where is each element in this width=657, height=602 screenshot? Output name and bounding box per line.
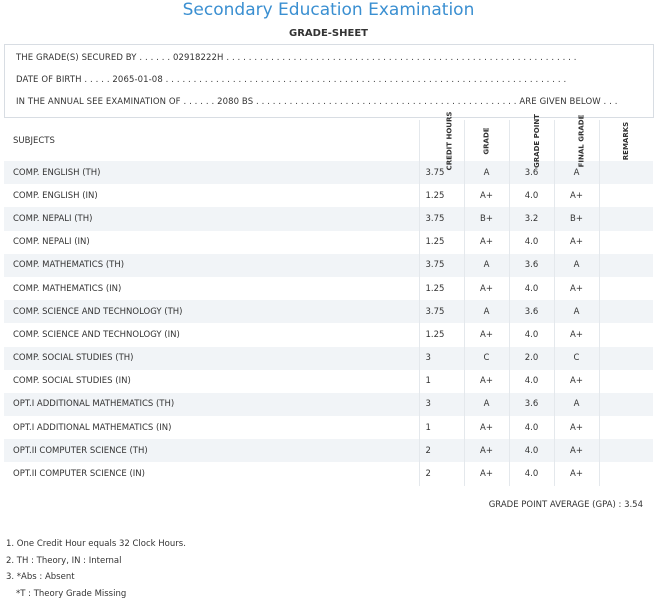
grade-point-cell: 3.2 bbox=[509, 207, 554, 230]
subject-cell: COMP. NEPALI (TH) bbox=[4, 207, 419, 230]
subject-cell: OPT.II COMPUTER SCIENCE (TH) bbox=[4, 439, 419, 462]
table-row bbox=[4, 231, 653, 254]
final-grade-cell: A bbox=[554, 393, 599, 416]
subject-cell: COMP. SCIENCE AND TECHNOLOGY (TH) bbox=[4, 300, 419, 323]
note-item: 3. *Abs : Absent bbox=[6, 569, 186, 586]
subject-cell: OPT.II COMPUTER SCIENCE (IN) bbox=[4, 462, 419, 485]
subject-cell: OPT.I ADDITIONAL MATHEMATICS (TH) bbox=[4, 393, 419, 416]
subject-cell: COMP. SCIENCE AND TECHNOLOGY (IN) bbox=[4, 323, 419, 346]
grade-point-cell: 4.0 bbox=[509, 231, 554, 254]
grade-point-cell: 4.0 bbox=[509, 323, 554, 346]
note-item: 2. TH : Theory, IN : Internal bbox=[6, 553, 186, 570]
table-row bbox=[4, 347, 653, 370]
remarks-cell bbox=[599, 439, 653, 462]
table-row bbox=[4, 277, 653, 300]
remarks-header: REMARKS bbox=[599, 120, 653, 161]
credit-hours-cell: 3.75 bbox=[419, 207, 464, 230]
remarks-cell bbox=[599, 323, 653, 346]
table-row bbox=[4, 184, 653, 207]
credit-hours-cell: 1.25 bbox=[419, 277, 464, 300]
grade-point-header: GRADE POINT bbox=[509, 120, 554, 161]
exam-year-line: IN THE ANNUAL SEE EXAMINATION OF . . . . . . 2080 BS . . . . . . . . . . . . . . . . . . . . . . . . . . . . . . . . . . . . . . . . . . . . . . . ARE GIVEN BELOW . . . bbox=[16, 97, 618, 107]
final-grade-cell: A+ bbox=[554, 277, 599, 300]
date-of-birth-line: DATE OF BIRTH . . . . . 2065-01-08 . . . . . . . . . . . . . . . . . . . . . . . . . . . . . . . . . . . . . . . . . . . . . . . . . . . . . . . . . . . . . . . . . . . . . . . . bbox=[16, 75, 566, 85]
grade-cell: A bbox=[464, 254, 509, 277]
grade-cell: A+ bbox=[464, 370, 509, 393]
subject-cell: COMP. MATHEMATICS (TH) bbox=[4, 254, 419, 277]
note-item: *T : Theory Grade Missing bbox=[6, 586, 186, 602]
grade-cell: A bbox=[464, 161, 509, 184]
credit-hours-cell: 1.25 bbox=[419, 184, 464, 207]
remarks-cell bbox=[599, 370, 653, 393]
remarks-cell bbox=[599, 416, 653, 439]
credit-hours-cell: 2 bbox=[419, 462, 464, 485]
grade-cell: B+ bbox=[464, 207, 509, 230]
grade-table-container bbox=[4, 120, 653, 486]
final-grade-cell: A bbox=[554, 300, 599, 323]
credit-hours-cell: 3.75 bbox=[419, 161, 464, 184]
gpa-value: GRADE POINT AVERAGE (GPA) : 3.54 bbox=[489, 500, 643, 510]
final-grade-cell: A bbox=[554, 161, 599, 184]
subject-cell: COMP. NEPALI (IN) bbox=[4, 231, 419, 254]
grade-point-cell: 4.0 bbox=[509, 370, 554, 393]
remarks-cell bbox=[599, 300, 653, 323]
final-grade-header: FINAL GRADE bbox=[554, 120, 599, 161]
final-grade-cell: A+ bbox=[554, 323, 599, 346]
subject-cell: COMP. ENGLISH (TH) bbox=[4, 161, 419, 184]
final-grade-cell: A+ bbox=[554, 184, 599, 207]
grade-table-body bbox=[4, 161, 653, 486]
table-row bbox=[4, 254, 653, 277]
grade-point-cell: 4.0 bbox=[509, 439, 554, 462]
final-grade-cell: A+ bbox=[554, 231, 599, 254]
exam-title: Secondary Education Examination bbox=[0, 0, 657, 20]
table-row bbox=[4, 323, 653, 346]
table-row bbox=[4, 416, 653, 439]
credit-hours-cell: 1.25 bbox=[419, 231, 464, 254]
subject-cell: COMP. SOCIAL STUDIES (IN) bbox=[4, 370, 419, 393]
remarks-cell bbox=[599, 207, 653, 230]
final-grade-cell: A bbox=[554, 254, 599, 277]
remarks-cell bbox=[599, 231, 653, 254]
credit-hours-cell: 3.75 bbox=[419, 254, 464, 277]
grade-point-cell: 3.6 bbox=[509, 300, 554, 323]
grade-cell: C bbox=[464, 347, 509, 370]
subjects-header: SUBJECTS bbox=[4, 120, 419, 161]
grade-point-cell: 4.0 bbox=[509, 416, 554, 439]
credit-hours-cell: 1 bbox=[419, 370, 464, 393]
grade-header: GRADE bbox=[464, 120, 509, 161]
table-header-row bbox=[4, 120, 653, 161]
notes-list bbox=[6, 536, 186, 602]
grade-sheet-heading: GRADE-SHEET bbox=[0, 28, 657, 39]
grade-point-cell: 4.0 bbox=[509, 277, 554, 300]
subject-cell: OPT.I ADDITIONAL MATHEMATICS (IN) bbox=[4, 416, 419, 439]
table-row bbox=[4, 161, 653, 184]
subject-cell: COMP. MATHEMATICS (IN) bbox=[4, 277, 419, 300]
table-row bbox=[4, 393, 653, 416]
student-info-box bbox=[4, 44, 654, 118]
credit-hours-cell: 1 bbox=[419, 416, 464, 439]
remarks-cell bbox=[599, 347, 653, 370]
credit-hours-cell: 1.25 bbox=[419, 323, 464, 346]
credit-hours-cell: 3.75 bbox=[419, 300, 464, 323]
credit-hours-cell: 3 bbox=[419, 393, 464, 416]
grade-cell: A+ bbox=[464, 439, 509, 462]
grade-point-cell: 3.6 bbox=[509, 254, 554, 277]
final-grade-cell: A+ bbox=[554, 439, 599, 462]
table-row bbox=[4, 439, 653, 462]
grade-point-cell: 4.0 bbox=[509, 462, 554, 485]
credit-hours-cell: 3 bbox=[419, 347, 464, 370]
final-grade-cell: A+ bbox=[554, 462, 599, 485]
grade-cell: A+ bbox=[464, 277, 509, 300]
final-grade-cell: A+ bbox=[554, 370, 599, 393]
remarks-cell bbox=[599, 277, 653, 300]
grade-cell: A+ bbox=[464, 323, 509, 346]
note-item: 1. One Credit Hour equals 32 Clock Hours. bbox=[6, 536, 186, 553]
remarks-cell bbox=[599, 254, 653, 277]
grade-cell: A bbox=[464, 300, 509, 323]
table-row bbox=[4, 207, 653, 230]
grade-cell: A+ bbox=[464, 231, 509, 254]
remarks-cell bbox=[599, 393, 653, 416]
grade-cell: A+ bbox=[464, 184, 509, 207]
credit-hours-cell: 2 bbox=[419, 439, 464, 462]
grade-cell: A+ bbox=[464, 416, 509, 439]
credit-hours-header: CREDIT HOURS bbox=[419, 120, 464, 161]
secured-by-line: THE GRADE(S) SECURED BY . . . . . . 02918222H . . . . . . . . . . . . . . . . . . . . . . . . . . . . . . . . . . . . . . . . . . . . . . . . . . . . . . . . . . . . . . . bbox=[16, 53, 577, 63]
table-row bbox=[4, 300, 653, 323]
final-grade-cell: C bbox=[554, 347, 599, 370]
subject-cell: COMP. ENGLISH (IN) bbox=[4, 184, 419, 207]
table-row bbox=[4, 370, 653, 393]
grade-cell: A bbox=[464, 393, 509, 416]
final-grade-cell: A+ bbox=[554, 416, 599, 439]
gpa-section bbox=[4, 482, 653, 529]
remarks-cell bbox=[599, 184, 653, 207]
remarks-cell bbox=[599, 161, 653, 184]
grade-cell: A+ bbox=[464, 462, 509, 485]
grade-table bbox=[4, 120, 653, 486]
grade-point-cell: 4.0 bbox=[509, 184, 554, 207]
grade-point-cell: 3.6 bbox=[509, 393, 554, 416]
grade-point-cell: 2.0 bbox=[509, 347, 554, 370]
grade-point-cell: 3.6 bbox=[509, 161, 554, 184]
final-grade-cell: B+ bbox=[554, 207, 599, 230]
subject-cell: COMP. SOCIAL STUDIES (TH) bbox=[4, 347, 419, 370]
